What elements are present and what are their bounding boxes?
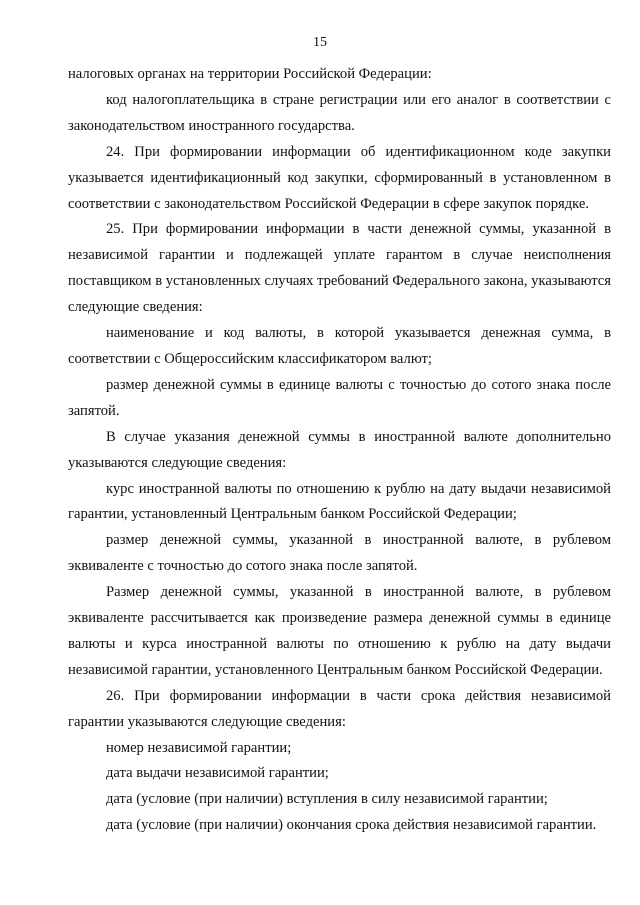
paragraph: наименование и код валюты, в которой указывается денежная сумма, в соответствии с Общероссийским классификатором валют; [68,325,611,367]
paragraph-clause-24: 24. При формировании информации об идентификационном коде закупки указывается идентификационный код закупки, сформированный в установленном в соответствии с законодательством Российской Федерации в сфере закупок порядке. [68,143,611,212]
paragraph-clause-26: 26. При формировании информации в части срока действия независимой гарантии указываются следующие сведения: [68,687,611,730]
list-item: дата (условие (при наличии) окончания срока действия независимой гарантии. [106,817,597,834]
list-item: номер независимой гарантии; [106,739,292,756]
paragraph: размер денежной суммы в единице валюты с точностью до сотого знака после запятой. [68,376,611,419]
paragraph-continuation: налоговых органах на территории Российской Федерации: [68,66,432,82]
paragraph: Размер денежной суммы, указанной в иностранной валюте, в рублевом эквиваленте рассчитывается как произведение размера денежной суммы в единице валюты и курса иностранной валюты по отношению к рублю на дату выдачи независимой гарантии, установленного Центральным банком Российской Федерации. [68,584,611,678]
list-item: дата (условие (при наличии) вступления в силу независимой гарантии; [106,791,548,808]
page-number: 15 [313,35,327,50]
paragraph-clause-25: 25. При формировании информации в части денежной суммы, указанной в независимой гарантии и подлежащей уплате гарантом в случае неисполнения поставщиком в установленных случаях требований Федерального закона, указываются следующие сведения: [68,221,611,316]
paragraph: код налогоплательщика в стране регистрации или его аналог в соответствии с законодательством иностранного государства. [68,91,611,134]
paragraph: курс иностранной валюты по отношению к рублю на дату выдачи независимой гарантии, установленный Центральным банком Российской Федерации; [68,480,611,523]
paragraph: В случае указания денежной суммы в иностранной валюте дополнительно указываются следующие сведения: [68,428,611,471]
document-body [68,62,611,839]
paragraph: размер денежной суммы, указанной в иностранной валюте, в рублевом эквиваленте с точностью до сотого знака после запятой. [68,532,611,575]
list-item: дата выдачи независимой гарантии; [106,765,329,782]
